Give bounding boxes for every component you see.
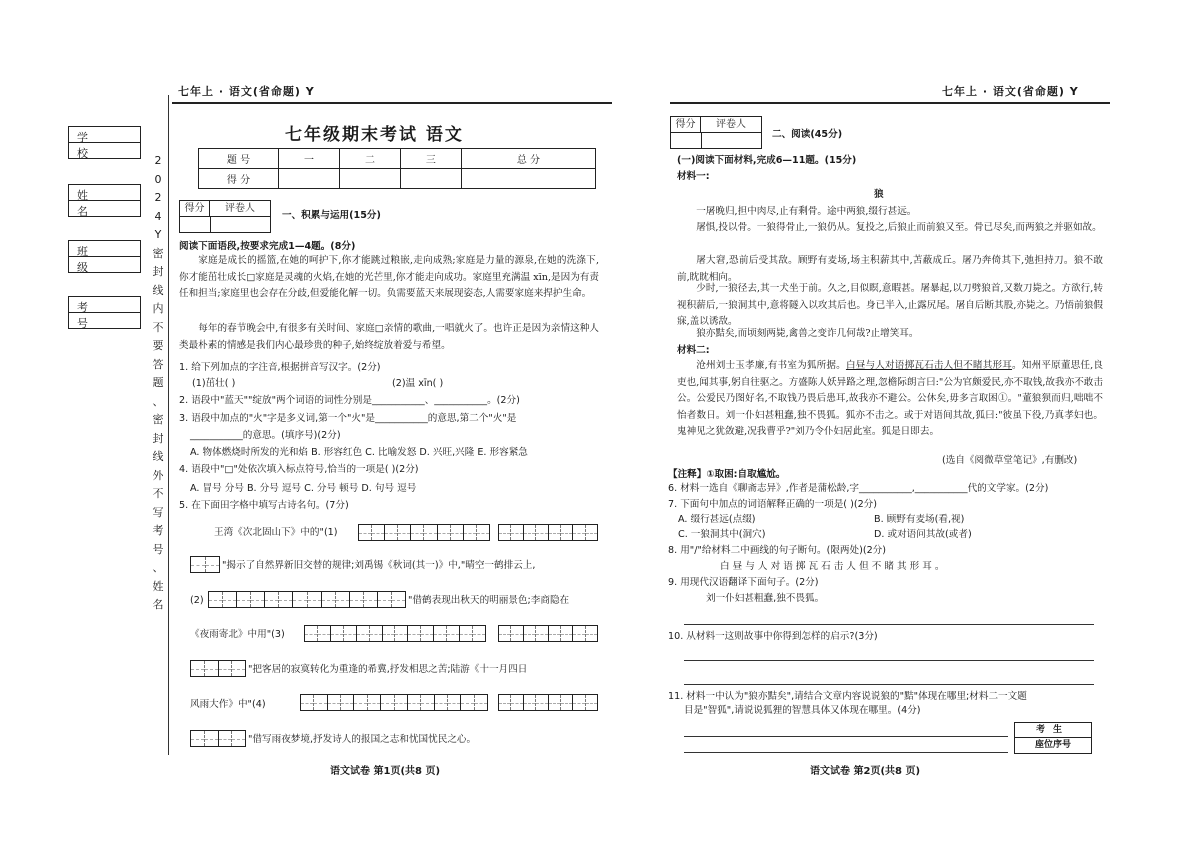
page-header-left: 七年上 · 语文(省命题) Y bbox=[178, 85, 315, 98]
underlined-sentence: 白昼与人对语掷瓦石击人但不睹其形耳 bbox=[845, 360, 1013, 371]
q1a: (1)茁壮( ) bbox=[192, 378, 236, 389]
q1b: (2)温 xīn( ) bbox=[392, 378, 444, 389]
section2-heading: 二、阅读(45分) bbox=[772, 129, 843, 140]
q8: 8. 用"/"给材料二中画线的句子断句。(限两处)(2分) bbox=[668, 545, 887, 556]
grid-4c[interactable] bbox=[190, 730, 246, 747]
grid-1c[interactable] bbox=[190, 556, 220, 573]
q7: 7. 下面句中加点的词语解释正确的一项是( )(2分) bbox=[668, 499, 878, 510]
q2: 2. 语段中"蓝天""绽放"两个词语的词性分别是___________、___________。(2分) bbox=[179, 395, 520, 406]
answer-line-q11a[interactable] bbox=[684, 736, 1008, 737]
score-box-2: 得分 评卷人 bbox=[670, 116, 762, 149]
q3b: ___________的意思。(填序号)(2分) bbox=[190, 430, 341, 441]
section1-heading: 一、积累与运用(15分) bbox=[282, 210, 381, 221]
q5a: 王湾《次北固山下》中的"(1) bbox=[214, 527, 338, 538]
material2-source: (选自《阅微草堂笔记》,有删改) bbox=[942, 455, 1078, 466]
material1-p2: 屠惧,投以骨。一狼得骨止,一狼仍从。复投之,后狼止而前狼又至。骨已尽矣,而两狼之并驱如故。 bbox=[696, 222, 1102, 233]
q3-options: A. 物体燃烧时所发的光和焰 B. 形容红色 C. 比喻发怒 D. 兴旺,兴隆 E. 形容紧急 bbox=[190, 447, 528, 458]
section1-intro: 阅读下面语段,按要求完成1—4题。(8分) bbox=[179, 241, 356, 252]
name-label: 姓 名 bbox=[77, 189, 108, 218]
material1-p4: 少时,一狼径去,其一犬坐于前。久之,目似瞑,意暇甚。屠暴起,以刀劈狼首,又数刀毙之。方欲行,转视积薪后,一狼洞其中,意将隧入以攻其后也。身已半入,止露尻尾。屠自后断其股,亦毙之。乃悟前狼假寐,盖以诱敌。 bbox=[677, 283, 1103, 327]
q8-sentence: 白 昼 与 人 对 语 掷 瓦 石 击 人 但 不 睹 其 形 耳 。 bbox=[720, 561, 945, 572]
q7a: A. 缀行甚远(点缀) bbox=[678, 514, 756, 525]
q5g: 风雨大作》中"(4) bbox=[190, 699, 266, 710]
q6: 6. 材料一选自《聊斋志异》,作者是蒲松龄,字___________,___________代的文学家。(2分) bbox=[668, 483, 1049, 494]
header-rule-left bbox=[172, 102, 612, 104]
q3: 3. 语段中加点的"火"字是多义词,第一个"火"是___________的意思,第二个"火"是 bbox=[179, 413, 517, 424]
q7d: D. 或对语问其故(或者) bbox=[874, 529, 972, 540]
grid-4b[interactable] bbox=[498, 694, 598, 711]
school-label: 学 校 bbox=[77, 131, 108, 160]
q5: 5. 在下面田字格中填写古诗名句。(7分) bbox=[179, 500, 349, 511]
grid-4a[interactable] bbox=[300, 694, 488, 711]
q4: 4. 语段中"□"处依次填入标点符号,恰当的一项是( )(2分) bbox=[179, 464, 419, 475]
note: 【注释】①取困:自取尴尬。 bbox=[668, 469, 786, 480]
q9: 9. 用现代汉语翻译下面句子。(2分) bbox=[668, 577, 819, 588]
q5f: "把客居的寂寞转化为重逢的希冀,抒发相思之苦;陆游《十一月四日 bbox=[248, 664, 528, 675]
q11b: 目是"智狐",请说说狐狸的智慧具体又体现在哪里。(4分) bbox=[684, 705, 921, 716]
q5c: (2) bbox=[190, 595, 204, 606]
grid-3b[interactable] bbox=[498, 625, 598, 642]
q5h: "借写雨夜梦境,抒发诗人的报国之志和忧国忧民之心。 bbox=[248, 734, 477, 745]
part1-intro: (一)阅读下面材料,完成6—11题。(15分) bbox=[677, 155, 857, 166]
q1: 1. 给下列加点的字注音,根据拼音写汉字。(2分) bbox=[179, 362, 381, 373]
answer-line-q9[interactable] bbox=[684, 624, 1094, 625]
grid-2[interactable] bbox=[208, 591, 406, 608]
footer-left: 语文试卷 第1页(共8 页) bbox=[330, 766, 441, 777]
binding-line bbox=[168, 95, 169, 755]
answer-line-q10a[interactable] bbox=[684, 660, 1094, 661]
exam-number-field bbox=[68, 296, 141, 329]
material1-p5: 狼亦黠矣,而顷刻两毙,禽兽之变诈几何哉?止增笑耳。 bbox=[696, 328, 919, 339]
school-field bbox=[68, 126, 141, 159]
q9-sentence: 刘一仆妇甚粗蠢,独不畏狐。 bbox=[706, 593, 825, 604]
passage: 家庭是成长的摇篮,在她的呵护下,你才能跳过粮嵌,走向成熟;家庭是力量的源泉,在她的洗涤下,你才能茁壮成长□家庭是灵魂的火焰,在她的光芒里,你才能走向成功。家庭里充满温 xīn,是因为有责任和担当;家庭里也会存在分歧,但爱能化解一切。负需要蓝天来展现姿态,人需要家庭来捍护生命。 bbox=[179, 255, 599, 299]
material2-label: 材料二: bbox=[677, 345, 710, 356]
q11: 11. 材料一中认为"狼亦黠矣",请结合文章内容说说狼的"黠"体现在哪里;材料二一文题 bbox=[668, 691, 1027, 702]
binding-instruction: 2 0 2 4 Y 密 封 线 内 不 要 答 题 、 密 封 线 外 不 写 考 号 、 姓 名 bbox=[152, 154, 164, 611]
name-field bbox=[68, 184, 141, 217]
q5e: 《夜雨寄北》中用"(3) bbox=[190, 629, 285, 640]
q4-options: A. 冒号 分号 B. 分号 逗号 C. 分号 顿号 D. 句号 逗号 bbox=[190, 483, 417, 494]
passage-2: 每年的春节晚会中,有很多有关时间、家庭□亲情的歌曲,一唱就火了。也许正是因为亲情这种人类最朴素的情感是我们内心最珍贵的种子,始终绽放着爱与希望。 bbox=[179, 323, 599, 351]
exam-title: 七年级期末考试 语文 bbox=[285, 125, 464, 145]
material1-p1: 一屠晚归,担中肉尽,止有剩骨。途中两狼,缀行甚远。 bbox=[696, 206, 917, 217]
material1-p3: 屠大窘,恐前后受其敌。顾野有麦场,场主积薪其中,苫蔽成丘。屠乃奔倚其下,弛担持刀。狼不敢前,眈眈相向。 bbox=[677, 255, 1103, 283]
q7b: B. 顾野有麦场(看,视) bbox=[874, 514, 965, 525]
grid-1b[interactable] bbox=[498, 524, 598, 541]
grid-1a[interactable] bbox=[358, 524, 490, 541]
class-field bbox=[68, 240, 141, 273]
material1-label: 材料一: bbox=[677, 171, 710, 182]
q5b: "揭示了自然界新旧交替的规律;刘禹锡《秋词(其一)》中,"晴空一鹤排云上, bbox=[222, 560, 536, 571]
grid-3c[interactable] bbox=[190, 660, 246, 677]
q7c: C. 一狼洞其中(洞穴) bbox=[678, 529, 766, 540]
page-header-right: 七年上 · 语文(省命题) Y bbox=[942, 85, 1079, 98]
q10: 10. 从材料一这则故事中你得到怎样的启示?(3分) bbox=[668, 631, 878, 642]
grid-3a[interactable] bbox=[304, 625, 486, 642]
score-table: 题 号 一 二 三 总 分 得 分 bbox=[198, 148, 596, 189]
seat-number-box: 考生 座位序号 bbox=[1014, 722, 1092, 754]
exam-number-label: 考 号 bbox=[77, 301, 108, 330]
answer-line-q11b[interactable] bbox=[684, 752, 1008, 753]
material2-p1: 沧州刘士玉孝廉,有书室为狐所据。白昼与人对语掷瓦石击人但不睹其形耳。知州平原董思任,良吏也,闻其事,躬自往驱之。方盛陈人妖异路之理,忽檐际朗言曰:"公为官颇爱民,亦不取钱,故我亦不敢击公。公爱民乃图好名,不取钱乃畏后患耳,故我亦不避公。公休矣,毋多言取困①。"董狼狈而归,咄咄不怡者数日。刘一仆妇甚粗蠢,独不畏狐。狐亦不击之。或于对语间其故,狐曰:"彼虽下役,乃真孝妇也。鬼神见之犹敛避,况我曹乎?"刘乃令仆妇居此室。狐是日即去。 bbox=[677, 360, 1103, 437]
footer-right: 语文试卷 第2页(共8 页) bbox=[810, 766, 921, 777]
material1-title: 狼 bbox=[874, 189, 884, 200]
score-box-1: 得分 评卷人 bbox=[179, 200, 271, 233]
header-rule-right bbox=[670, 102, 1110, 104]
q5d: "借鹤表现出秋天的明丽景色;李商隐在 bbox=[408, 595, 570, 606]
class-label: 班 级 bbox=[77, 245, 108, 274]
answer-line-q10b[interactable] bbox=[684, 684, 1094, 685]
